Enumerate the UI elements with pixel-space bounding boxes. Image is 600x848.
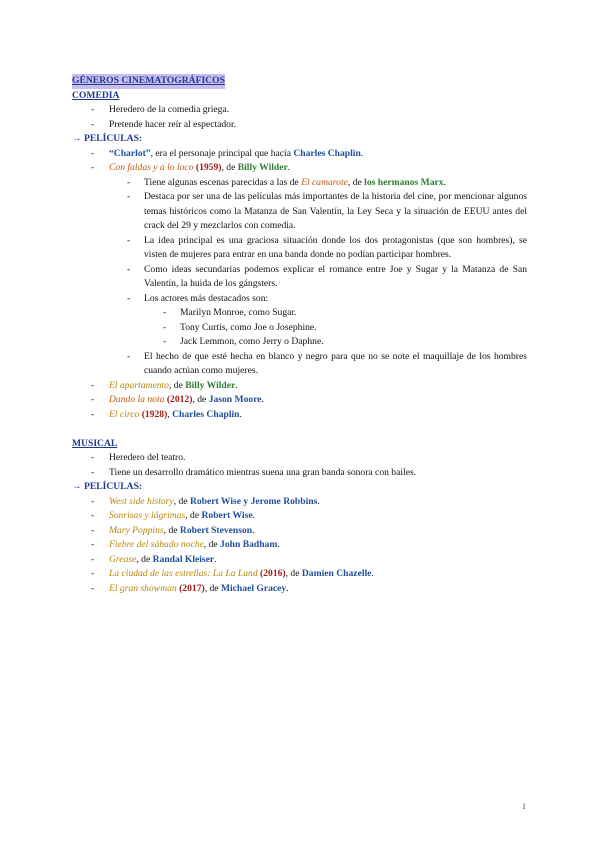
- bullet: -: [163, 336, 167, 347]
- detail-text: Destaca por ser una de las películas más importantes de la historia del cine, por mencionar algunos temas históricos como la Matanza de San Valentín, la Ley Seca y la situación de EEUU antes del crack del 29 y mezclarlos con comedia.: [144, 191, 527, 231]
- film-title: Mary Poppins: [109, 524, 164, 536]
- film-item-fiebre: [72, 538, 527, 553]
- film-director: Billy Wilder: [237, 162, 288, 173]
- film-year: (1928): [141, 408, 168, 420]
- actor-text: Jack Lemmon, como Jerry o Daphne.: [180, 336, 324, 347]
- detail-item: [72, 176, 527, 191]
- detail-text: La idea principal es una graciosa situación donde los dos protagonistas (que son hombres), se visten de mujeres para entrar en una banda donde no podían participar hombres.: [144, 234, 527, 260]
- film-end: .: [277, 539, 280, 550]
- actor-item: [72, 306, 527, 321]
- comedia-point-text: Pretende hacer reír al espectador.: [109, 118, 237, 130]
- musical-point-text: Tiene un desarrollo dramático mientras suena una gran banda sonora con bailes.: [109, 466, 417, 478]
- film-end: .: [287, 162, 291, 173]
- film-item-el-circo: [72, 408, 527, 423]
- film-end: .: [239, 408, 242, 420]
- film-sep: , de: [173, 495, 190, 507]
- musical-point: [72, 466, 527, 481]
- bullet: -: [127, 350, 131, 362]
- film-end: .: [261, 394, 264, 405]
- film-director: Robert Wise: [201, 510, 253, 521]
- film-item-west-side: [72, 495, 527, 510]
- detail-text: , de: [347, 176, 365, 188]
- film-year: (2016): [260, 568, 286, 579]
- film-end: .: [235, 379, 238, 391]
- film-end: .: [252, 524, 255, 536]
- bullet: -: [91, 539, 95, 550]
- film-item-gran-showman: [72, 582, 527, 597]
- comedia-point-text: Heredero de la comedia griega.: [109, 104, 230, 115]
- document-content: [72, 74, 527, 596]
- film-end: .: [286, 582, 289, 594]
- actor-text: Tony Curtis, como Joe o Josephine.: [180, 321, 317, 333]
- bullet: -: [127, 176, 131, 188]
- musical-point: [72, 451, 527, 466]
- film-text: , era el personaje principal que hacía: [150, 147, 294, 159]
- film-item-grease: [72, 553, 527, 568]
- detail-text: Tiene algunas escenas parecidas a las de: [144, 176, 302, 188]
- film-director: Jason Moore: [208, 394, 262, 405]
- page-number: 1: [522, 802, 526, 811]
- bullet: -: [127, 263, 131, 275]
- musical-peliculas-label: [72, 480, 527, 495]
- film-sep: , de: [163, 524, 180, 536]
- comedia-point: [72, 118, 527, 133]
- bullet: -: [127, 191, 131, 202]
- musical-point-text: Heredero del teatro.: [109, 452, 186, 463]
- film-director: Robert Wise y Jerome Robbins: [189, 495, 318, 507]
- film-title: Fiebre del sábado noche: [109, 539, 204, 550]
- peliculas-label: → PELÍCULAS:: [72, 481, 143, 492]
- film-sep: , de: [221, 162, 238, 173]
- detail-text: Como ideas secundarias podemos explicar el romance entre Joe y Sugar y la Matanza de San Valentín, la huida de los gángsters.: [144, 263, 527, 289]
- bullet: -: [127, 292, 131, 304]
- film-end: .: [252, 510, 255, 521]
- detail-end: .: [443, 176, 446, 188]
- film-director: Robert Stevenson: [179, 524, 253, 536]
- film-sep: , de: [185, 510, 202, 521]
- film-sep: , de: [168, 379, 186, 391]
- detail-item: [72, 292, 527, 307]
- film-sep: , de: [204, 582, 221, 594]
- film-director: Randal Kleiser: [152, 553, 215, 565]
- film-title: West side history: [109, 495, 174, 507]
- comedia-point: [72, 103, 527, 118]
- film-item-dando-la-nota: [72, 393, 527, 408]
- detail-item: [72, 350, 527, 379]
- actor-item: [72, 335, 527, 350]
- film-year: (1959): [195, 162, 222, 173]
- detail-item: [72, 234, 527, 263]
- bullet: -: [91, 510, 95, 521]
- film-title: Grease: [109, 553, 137, 565]
- section-heading-musical: [72, 437, 527, 452]
- film-item-la-la-land: [72, 567, 527, 582]
- bullet: -: [127, 234, 131, 246]
- actor-item: [72, 321, 527, 336]
- bullet: -: [91, 104, 95, 115]
- bullet: -: [91, 147, 95, 159]
- detail-who: los hermanos Marx: [364, 176, 444, 188]
- film-sep: , de: [203, 539, 221, 550]
- film-item-con-faldas: [72, 161, 527, 176]
- film-end: .: [371, 568, 374, 579]
- bullet: -: [163, 321, 167, 333]
- section-heading-comedia: [72, 89, 527, 104]
- comedia-heading: COMEDIA: [72, 89, 120, 101]
- bullet: -: [91, 582, 95, 594]
- peliculas-label: → PELÍCULAS:: [72, 133, 143, 144]
- document-title: GÉNEROS CINEMATOGRÁFICOS: [72, 74, 225, 89]
- film-end: .: [360, 147, 364, 159]
- bullet: -: [91, 394, 95, 405]
- film-item-el-apartamento: [72, 379, 527, 394]
- film-end: .: [214, 553, 217, 565]
- bullet: -: [91, 118, 95, 130]
- film-end: .: [317, 495, 320, 507]
- bullet: -: [91, 408, 95, 420]
- bullet: -: [91, 495, 95, 507]
- film-item-charlot: [72, 147, 527, 162]
- film-title: La ciudad de las estrellas: La La Land: [109, 568, 258, 579]
- film-sep: ,: [167, 408, 173, 420]
- film-director: Billy Wilder: [185, 379, 236, 391]
- film-title: El gran showman: [109, 582, 177, 594]
- bullet: -: [91, 162, 95, 173]
- film-title: El circo: [109, 408, 140, 420]
- bullet: -: [163, 307, 167, 318]
- film-director: Damien Chazelle: [301, 568, 372, 579]
- detail-item: [72, 263, 527, 292]
- detail-text: Los actores más destacados son:: [144, 292, 269, 304]
- film-title: Con faldas y a lo loco: [109, 162, 194, 173]
- comedia-peliculas-label: [72, 132, 527, 147]
- film-director: John Badham: [220, 539, 278, 550]
- detail-film: El camarote: [301, 176, 348, 188]
- film-director: Charles Chaplin: [172, 408, 240, 420]
- film-year: (2012): [166, 394, 193, 405]
- musical-heading: MUSICAL: [72, 437, 118, 449]
- bullet: -: [91, 452, 95, 463]
- bullet: -: [91, 524, 95, 536]
- film-sep: , de: [192, 394, 209, 405]
- film-item-sonrisas: [72, 509, 527, 524]
- bullet: -: [91, 553, 95, 565]
- section-spacer: [72, 422, 527, 437]
- film-year: (2017): [179, 582, 205, 594]
- film-title: Sonrisas y lágrimas: [109, 510, 186, 521]
- film-item-mary-poppins: [72, 524, 527, 539]
- actor-text: Marilyn Monroe, como Sugar.: [180, 307, 297, 318]
- film-title: El apartamento: [109, 379, 169, 391]
- film-sep: , de: [136, 553, 153, 565]
- film-director: Michael Gracey: [220, 582, 287, 594]
- bullet: -: [91, 379, 95, 391]
- film-sep: , de: [285, 568, 302, 579]
- film-director: Charles Chaplin: [293, 147, 361, 159]
- film-title: Dando la nota: [109, 394, 165, 405]
- detail-text: El hecho de que esté hecha en blanco y negro para que no se note el maquillaje de los hombres cuando actúan como mujeres.: [144, 350, 527, 376]
- detail-item: [72, 190, 527, 234]
- film-title: “Charlot”: [109, 147, 151, 159]
- bullet: -: [91, 568, 95, 579]
- document-title-line: [72, 74, 527, 89]
- bullet: -: [91, 466, 95, 478]
